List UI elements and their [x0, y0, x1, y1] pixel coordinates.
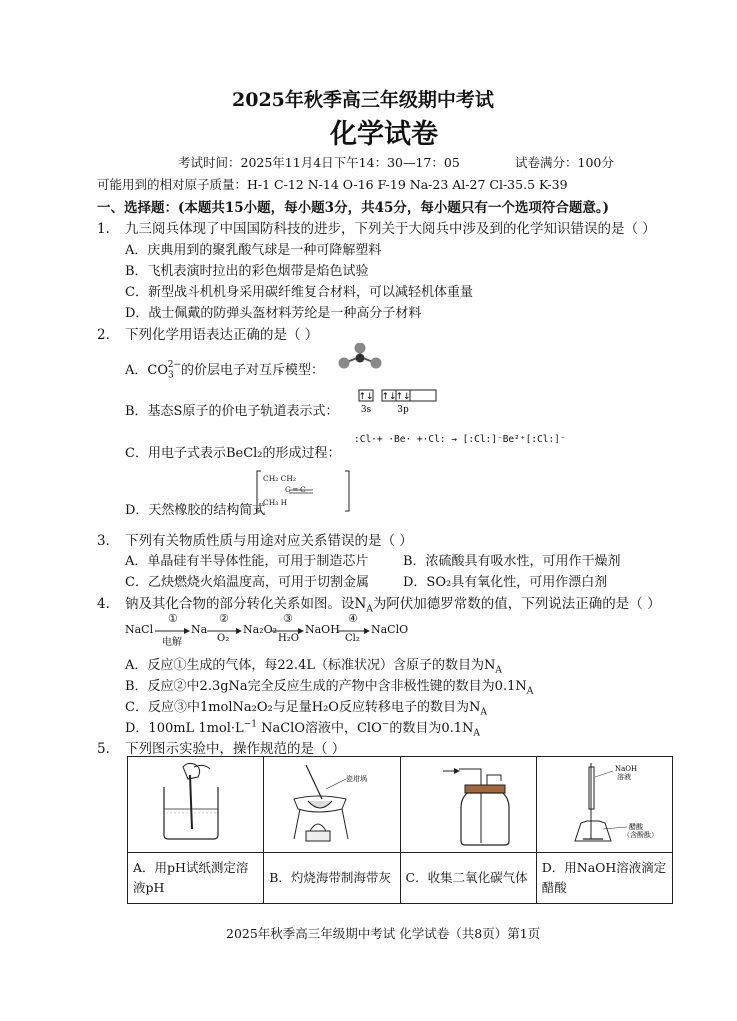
q2-a-post: 的价层电子对互斥模型：: [181, 363, 325, 378]
scheme-na: Na: [191, 623, 208, 636]
q4-d-sub: A: [473, 728, 480, 739]
scheme-r3-bot: H₂O: [278, 633, 299, 644]
q1-option-a: A．庆典用到的聚乳酸气球是一种可降解塑料: [125, 243, 382, 258]
exp-caption-c: C．收集二氧化碳气体: [400, 853, 536, 904]
exp-image-b: [264, 757, 400, 853]
exp-caption-d: D．用NaOH溶液滴定醋酸: [536, 853, 672, 904]
q3-option-c: C．乙炔燃烧火焰温度高，可用于切割金属: [125, 575, 369, 590]
q4-option-b: [125, 675, 533, 697]
q4-number: 4．: [97, 596, 120, 612]
q1-option-c: C．新型战斗机机身采用碳纤维复合材料，可以减轻机体重量: [125, 285, 473, 300]
atomic-masses: 可能用到的相对原子质量：H-1 C-12 N-14 O-16 F-19 Na-23 Al-27 Cl-35.5 K-39: [97, 177, 568, 192]
exam-time: 考试时间：2025年11月4日下午14：30—17：05: [178, 155, 460, 170]
subject-title: 化学试卷: [330, 119, 438, 150]
scheme-r4-bot: Cl₂: [345, 633, 360, 644]
q2-option-b: B．基态S原子的价电子轨道表示式：: [125, 404, 339, 419]
scheme-r3-top: ③: [283, 612, 293, 625]
svg-text:↑↓: ↑↓: [358, 392, 374, 402]
q3-option-b: B．浓硫酸具有吸水性，可用作干燥剂: [403, 554, 621, 569]
exam-score: 试卷满分：100分: [515, 155, 614, 170]
q3-option-d: D．SO₂具有氧化性，可用作漂白剂: [403, 575, 608, 590]
q2-option-a: [125, 359, 324, 381]
q4-a-sub: A: [495, 665, 502, 676]
scheme-r2-bot: O₂: [217, 633, 230, 644]
q4-b-sub: A: [526, 686, 534, 697]
q4-option-c: [125, 696, 487, 718]
rubber-structure-image: [255, 468, 355, 514]
q5-stem: 下列图示实验中，操作规范的是（ ）: [125, 741, 346, 757]
q2-stem: 下列化学用语表达正确的是（ ）: [125, 327, 319, 343]
rubber-structure-bot: CH₃ H: [263, 498, 288, 507]
orbital-diagram: [358, 388, 438, 414]
q4-d-mid: NaClO溶液中，ClO: [256, 721, 382, 736]
q4-stem-pre: 钠及其化合物的部分转化关系如图。设N: [125, 596, 367, 612]
q4-option-a: [125, 654, 502, 676]
exp-image-a: [128, 757, 264, 853]
q1-option-b: B．飞机表演时拉出的彩色烟带是焰色试验: [125, 264, 369, 279]
svg-text:↑↓: ↑↓: [395, 392, 411, 402]
q3-stem: 下列有关物质性质与用途对应关系错误的是（ ）: [125, 533, 413, 549]
q2-a-sub: 3: [168, 370, 174, 381]
scheme-na2o2: Na₂O₂: [243, 623, 278, 636]
orbital-label-3s: 3s: [360, 405, 372, 414]
exam-title: 2025年秋季高三年级期中考试: [232, 89, 494, 111]
scheme-r1-top: ①: [168, 612, 178, 625]
q2-option-c: C．用电子式表示BeCl₂的形成过程：: [125, 446, 341, 461]
q1-number: 1．: [97, 221, 120, 237]
q1-stem: 九三阅兵体现了中国国防科技的进步，下列关于大阅兵中涉及到的化学知识错误的是（ ）: [125, 221, 656, 237]
orbital-label-3p: 3p: [397, 405, 409, 414]
svg-text:↑↓: ↑↓: [381, 392, 397, 402]
scheme-r2-top: ②: [219, 612, 229, 625]
scheme-naoh: NaOH: [305, 623, 340, 636]
q1-option-d: D．战士佩戴的防弹头盔材料芳纶是一种高分子材料: [125, 306, 422, 321]
q2-a-sup: 2−: [167, 359, 182, 370]
exp-image-d: [536, 757, 672, 853]
q4-c-text: C．反应③中1molNa₂O₂与足量H₂O反应转移电子的数目为N: [125, 700, 481, 715]
rubber-structure-mid: C ═ C: [285, 485, 306, 494]
electron-formula-image: :Cl·+ ·Be· +·Cl: → [:Cl:]⁻Be²⁺[:Cl:]⁻: [354, 434, 566, 445]
naoh-label: NaOH: [614, 765, 637, 773]
section-heading: 一、选择题：(本题共15小题，每小题3分，共45分，每小题只有一个选项符合题意。): [97, 200, 609, 216]
q5-number: 5．: [97, 741, 120, 757]
experiment-table: [127, 756, 673, 904]
q4-d-pre: D．100mL 1mol·L: [125, 721, 244, 736]
q4-b-text: B．反应②中2.3gNa完全反应生成的产物中含非极性键的数目为0.1N: [125, 679, 527, 694]
exp-image-c: [400, 757, 536, 853]
exp-caption-b: B．灼烧海带制海带灰: [264, 853, 400, 904]
exp-caption-a: A．用pH试纸测定溶液pH: [128, 853, 264, 904]
scheme-r4-top: ④: [348, 612, 358, 625]
scheme-naclo: NaClO: [371, 623, 409, 636]
acetic-acid-label: 醋酸: [628, 823, 643, 831]
rubber-structure-top: CH₂ CH₂: [263, 474, 296, 483]
q3-number: 3．: [97, 533, 120, 549]
q4-d-sup2: −: [381, 719, 390, 730]
q2-a-pre: A．CO: [125, 363, 168, 378]
q3-option-a: A．单晶硅有半导体性能，可用于制造芯片: [125, 554, 369, 569]
solution-label: 溶液: [616, 773, 631, 781]
q4-c-sub: A: [480, 707, 487, 718]
crucible-label: 瓷坩埚: [346, 775, 368, 783]
q4-stem-post: 为阿伏加德罗常数的值，下列说法正确的是（ ）: [372, 596, 661, 612]
q4-d-sup: −1: [243, 719, 257, 730]
phenolphthalein-label: （含酚酞）: [622, 831, 658, 839]
page-footer: 2025年秋季高三年级期中考试 化学试卷（共8页）第1页: [226, 926, 541, 941]
scheme-nacl: NaCl: [125, 623, 154, 636]
q4-stem-sub: A: [366, 604, 373, 615]
q4-d-post: 的数目为0.1N: [389, 721, 474, 736]
q2-number: 2．: [97, 327, 120, 343]
conversion-scheme: [125, 612, 425, 648]
q4-option-d: [125, 717, 480, 739]
q2-option-d: D．天然橡胶的结构简式: [125, 503, 266, 518]
vsepr-model-image: [335, 343, 385, 371]
scheme-r1-bot: 电解: [162, 637, 182, 648]
q4-a-text: A．反应①生成的气体，每22.4L（标准状况）含原子的数目为N: [125, 658, 496, 673]
